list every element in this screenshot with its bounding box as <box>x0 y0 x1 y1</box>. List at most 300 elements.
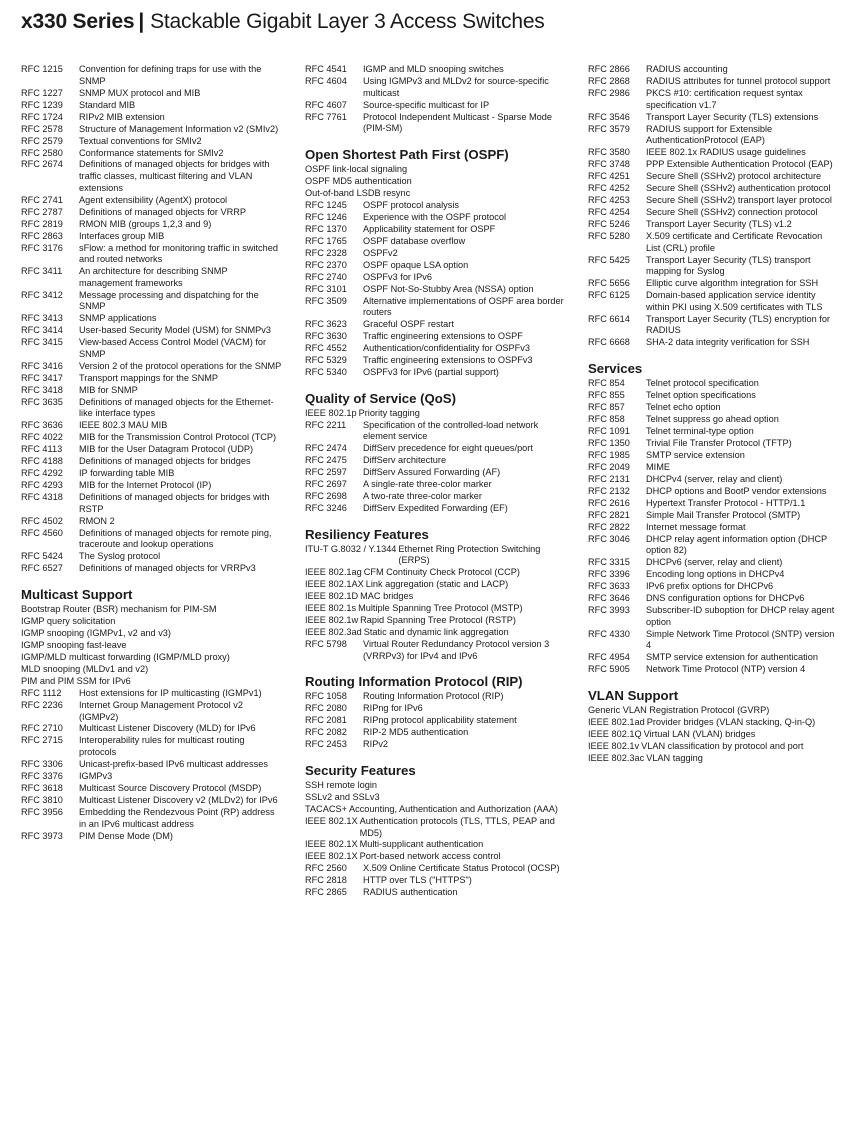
standard-code: RFC 3101 <box>305 283 347 294</box>
standard-entry <box>21 771 283 783</box>
standard-entry <box>588 462 836 474</box>
standard-description: Multicast Source Discovery Protocol (MSDP) <box>79 783 262 794</box>
standard-description: X.509 certificate and Certificate Revocation List (CRL) profile <box>646 231 823 253</box>
standard-description: Telnet protocol specification <box>646 377 759 388</box>
standard-entry <box>588 569 836 581</box>
standard-code: RFC 2710 <box>21 723 63 734</box>
standard-description: RIPv2 MIB extension <box>79 111 165 122</box>
standard-code: RFC 1091 <box>588 425 630 436</box>
standard-code: RFC 3416 <box>21 360 63 371</box>
standard-entry <box>21 148 283 160</box>
section-heading-services: Services <box>588 360 643 376</box>
standard-entry <box>588 124 836 147</box>
standard-entry <box>588 581 836 593</box>
standard-code: RFC 4541 <box>305 64 347 74</box>
feature-item: Bootstrap Router (BSR) mechanism for PIM-SM <box>21 604 217 615</box>
standard-entry <box>21 528 283 551</box>
standard-description: Virtual LAN (VLAN) bridges <box>643 728 756 739</box>
standard-code: RFC 1112 <box>21 687 62 698</box>
standard-code: RFC 3633 <box>588 581 630 592</box>
standard-entry <box>305 863 567 875</box>
standard-entry <box>21 290 283 313</box>
standard-description: RIPng for IPv6 <box>363 703 423 714</box>
standard-code: RFC 5329 <box>305 355 347 366</box>
standard-description: A two-rate three-color marker <box>363 491 482 502</box>
standard-description: RMON 2 <box>79 515 115 526</box>
standard-entry <box>305 603 567 615</box>
standard-code: IEEE 802.1AX <box>305 579 364 590</box>
standard-entry <box>588 510 836 522</box>
standard-description: sFlow: a method for monitoring traffic in switched and routed networks <box>79 242 278 265</box>
standard-entry <box>21 480 283 492</box>
feature-item: OSPF MD5 authentication <box>305 175 412 186</box>
column-3 <box>588 64 836 765</box>
standard-code: RFC 2080 <box>305 703 347 714</box>
standard-description: Authentication/confidentiality for OSPFv3 <box>363 343 530 354</box>
standard-code: RFC 2560 <box>305 863 347 874</box>
standard-entry <box>21 325 283 337</box>
standard-description: Applicability statement for OSPF <box>363 223 496 234</box>
standard-entry <box>305 887 567 899</box>
standard-entry <box>305 408 567 420</box>
standard-code: RFC 2674 <box>21 159 63 170</box>
standard-code: RFC 2698 <box>305 491 347 502</box>
feature-item: MLD snooping (MLDv1 and v2) <box>21 663 149 674</box>
standard-entry <box>305 591 567 603</box>
standard-code: RFC 3546 <box>588 111 630 122</box>
standard-description: IP forwarding table MIB <box>79 468 175 479</box>
standard-code: RFC 4607 <box>305 99 347 110</box>
standard-description: RADIUS authentication <box>363 887 458 898</box>
standard-description: Transport Layer Security (TLS) v1.2 <box>646 219 792 230</box>
standard-description: Subscriber-ID suboption for DHCP relay agent option <box>646 605 835 627</box>
standard-entry <box>588 314 836 337</box>
standard-entry <box>21 231 283 243</box>
standard-entry <box>305 875 567 887</box>
standard-entry <box>21 64 283 87</box>
standard-code: RFC 4330 <box>588 628 630 639</box>
feature-item: SSLv2 and SSLv3 <box>305 791 380 802</box>
standard-entry <box>305 491 567 503</box>
standard-code: IEEE 802.1v <box>588 740 640 751</box>
standard-code: RFC 2866 <box>588 64 630 74</box>
standard-description: OSPFv3 for IPv6 (partial support) <box>363 367 499 378</box>
standard-description: Structure of Management Information v2 (SMIv2) <box>79 123 279 134</box>
standard-entry <box>588 414 836 426</box>
standard-entry <box>305 200 567 212</box>
standard-code: RFC 2580 <box>21 147 63 158</box>
standard-entry <box>305 100 567 112</box>
standard-code: RFC 6668 <box>588 337 630 348</box>
standard-description: SMTP service extension <box>646 449 745 460</box>
standard-description: Transport mappings for the SNMP <box>79 372 219 383</box>
standard-entry <box>588 64 836 76</box>
standard-code: RFC 3956 <box>21 806 63 817</box>
standard-entry <box>21 688 283 700</box>
standard-description: Textual conventions for SMIv2 <box>79 135 202 146</box>
standard-entry <box>305 544 567 567</box>
standard-entry <box>21 456 283 468</box>
standard-code: RFC 5340 <box>305 367 347 378</box>
standard-description: Graceful OSPF restart <box>363 319 454 330</box>
standard-description: Secure Shell (SSHv2) transport layer protocol <box>646 195 832 206</box>
standard-code: RFC 2741 <box>21 194 63 205</box>
standard-code: RFC 4254 <box>588 207 630 218</box>
standard-entry <box>588 426 836 438</box>
standard-code: IEEE 802.1X <box>305 851 358 862</box>
standard-entry <box>21 420 283 432</box>
standard-description: Internet Group Management Protocol v2 (IGMPv2) <box>79 699 243 722</box>
standard-description: Definitions of managed objects for bridges with traffic classes, multicast filtering and VLAN extensions <box>79 159 270 193</box>
standard-description: Hypertext Transfer Protocol - HTTP/1.1 <box>646 497 806 508</box>
standard-code: IEEE 802.1Q <box>588 728 642 739</box>
standard-description: PIM Dense Mode (DM) <box>79 830 173 841</box>
standard-entry <box>21 361 283 373</box>
standard-code: RFC 2579 <box>21 135 63 146</box>
standard-code: RFC 3748 <box>588 159 630 170</box>
standard-entry <box>21 159 283 194</box>
standard-code: IEEE 802.3ac <box>588 752 645 763</box>
standard-code: RFC 4253 <box>588 195 630 206</box>
standard-code: RFC 3046 <box>588 533 630 544</box>
standard-entry <box>305 224 567 236</box>
standard-entry <box>588 88 836 111</box>
standard-entry <box>305 639 567 662</box>
standard-code: RFC 5798 <box>305 639 347 650</box>
standard-description: RIPv2 <box>363 739 389 750</box>
standard-description: Rapid Spanning Tree Protocol (RSTP) <box>360 615 516 626</box>
standard-code: RFC 857 <box>588 401 625 412</box>
standard-code: RFC 1370 <box>305 223 347 234</box>
page-title <box>21 10 545 34</box>
standard-entry <box>305 739 567 751</box>
standard-entry <box>588 557 836 569</box>
standard-entry <box>21 385 283 397</box>
standard-description: Interoperability rules for multicast routing protocols <box>79 735 245 758</box>
standard-entry <box>305 455 567 467</box>
standard-code: IEEE 802.1X <box>305 839 358 850</box>
standard-code: RFC 4251 <box>588 171 630 182</box>
standard-code: IEEE 802.1p <box>305 407 357 418</box>
standard-code: RFC 3646 <box>588 593 630 604</box>
standard-description: Transport Layer Security (TLS) extensions <box>646 111 819 122</box>
standard-description: OSPF opaque LSA option <box>363 259 469 270</box>
standard-code: RFC 2818 <box>305 875 347 886</box>
standard-description: OSPFv3 for IPv6 <box>363 271 432 282</box>
feature-item: SSH remote login <box>305 779 378 790</box>
standard-entry <box>588 147 836 159</box>
standard-description: Definitions of managed objects for the Ethernet-like interface types <box>79 396 274 419</box>
standard-entry <box>305 212 567 224</box>
section-heading-multicast-support: Multicast Support <box>21 587 133 603</box>
standard-entry <box>305 479 567 491</box>
standard-code: RFC 2715 <box>21 735 63 746</box>
standard-entry <box>588 390 836 402</box>
standard-entry <box>305 248 567 260</box>
standard-description: Convention for defining traps for use with the SNMP <box>79 64 262 86</box>
standard-description: Definitions of managed objects for VRRP <box>79 206 246 217</box>
standard-description: VLAN tagging <box>646 752 703 763</box>
standard-description: IGMPv3 <box>79 771 113 782</box>
standard-code: RFC 3630 <box>305 331 347 342</box>
standard-entry <box>21 783 283 795</box>
standard-code: IEEE 802.1ad <box>588 716 645 727</box>
standard-code: IEEE 802.1s <box>305 603 357 614</box>
standard-entry <box>21 337 283 360</box>
standard-description: MIB for the Transmission Control Protocol (TCP) <box>79 432 277 443</box>
standard-entry <box>588 159 836 171</box>
standard-entry <box>305 503 567 515</box>
standard-entry <box>21 795 283 807</box>
standard-description: Secure Shell (SSHv2) connection protocol <box>646 207 818 218</box>
standard-entry <box>305 615 567 627</box>
standard-code: RFC 2597 <box>305 467 347 478</box>
standard-description: Multicast Listener Discovery (MLD) for IPv6 <box>79 723 256 734</box>
standard-entry <box>21 397 283 420</box>
standard-entry <box>21 759 283 771</box>
standard-entry <box>305 467 567 479</box>
standard-code: IEEE 802.3ad <box>305 627 362 638</box>
standard-entry <box>588 664 836 676</box>
standard-code: RFC 4502 <box>21 515 63 526</box>
standard-code: RFC 3623 <box>305 319 347 330</box>
standard-entry <box>588 402 836 414</box>
standard-code: RFC 3396 <box>588 569 630 580</box>
standard-code: RFC 4188 <box>21 456 63 467</box>
standard-code: RFC 3411 <box>21 266 63 277</box>
standard-code: RFC 1246 <box>305 211 347 222</box>
standard-code: RFC 4552 <box>305 343 347 354</box>
standard-code: RFC 4022 <box>21 432 63 443</box>
standard-entry <box>588 652 836 664</box>
standard-entry <box>305 627 567 639</box>
standard-code: RFC 3315 <box>588 557 630 568</box>
standard-code: RFC 2578 <box>21 123 63 134</box>
feature-item: OSPF link-local signaling <box>305 163 408 174</box>
section-heading-security-features: Security Features <box>305 762 416 778</box>
standard-code: RFC 5656 <box>588 278 630 289</box>
standard-code: RFC 2863 <box>21 230 63 241</box>
standard-code: RFC 5246 <box>588 219 630 230</box>
standard-entry <box>588 593 836 605</box>
standard-entry <box>21 373 283 385</box>
standard-entry <box>588 195 836 207</box>
standard-entry <box>21 492 283 515</box>
standard-entry <box>588 629 836 652</box>
standard-entry <box>21 444 283 456</box>
standard-entry <box>588 231 836 254</box>
standard-description: Standard MIB <box>79 99 136 110</box>
standard-entry <box>305 272 567 284</box>
standard-entry <box>588 717 836 729</box>
standard-entry <box>21 700 283 723</box>
title-separator: | <box>138 10 145 33</box>
standard-description: DiffServ Assured Forwarding (AF) <box>363 467 501 478</box>
standard-entry <box>21 266 283 289</box>
standard-code: RFC 3580 <box>588 147 630 158</box>
standard-description: Protocol Independent Multicast - Sparse Mode (PIM-SM) <box>363 111 552 134</box>
standard-description: Simple Mail Transfer Protocol (SMTP) <box>646 509 801 520</box>
standard-entry <box>588 534 836 557</box>
standard-description: Definitions of managed objects for bridges with RSTP <box>79 492 270 514</box>
feature-item: IGMP snooping fast-leave <box>21 639 127 650</box>
standard-entry <box>588 741 836 753</box>
standard-description: Host extensions for IP multicasting (IGMPv1) <box>79 687 262 698</box>
standard-code: RFC 4318 <box>21 492 63 503</box>
standard-description: Definitions of managed objects for VRRPv3 <box>79 563 256 574</box>
standard-description: Embedding the Rendezvous Point (RP) address in an IPv6 multicast address <box>79 806 275 829</box>
feature-item: TACACS+ Accounting, Authentication and Authorization (AAA) <box>305 803 558 814</box>
standard-code: RFC 3413 <box>21 313 63 324</box>
standard-code: RFC 3635 <box>21 396 63 407</box>
standard-entry <box>305 567 567 579</box>
standard-entry <box>305 579 567 591</box>
standard-code: RFC 3412 <box>21 289 63 300</box>
standard-entry <box>588 290 836 313</box>
standard-code: RFC 1765 <box>305 235 347 246</box>
feature-item: IGMP query solicitation <box>21 616 116 627</box>
standard-description: Alternative implementations of OSPF area border routers <box>363 295 564 318</box>
standard-description: Network Time Protocol (NTP) version 4 <box>646 664 806 675</box>
standard-description: Unicast-prefix-based IPv6 multicast addresses <box>79 759 268 770</box>
standard-description: DiffServ architecture <box>363 455 447 466</box>
standard-entry <box>21 807 283 830</box>
standard-entry <box>305 727 567 739</box>
standard-description: MIB for SNMP <box>79 384 138 395</box>
standard-description: Traffic engineering extensions to OSPF <box>363 331 523 342</box>
standard-code: ITU-T G.8032 / Y.1344 <box>305 543 397 554</box>
standard-entry <box>305 691 567 703</box>
standard-description: Elliptic curve algorithm integration for SSH <box>646 278 819 289</box>
section-heading-routing-information-protocol-rip: Routing Information Protocol (RIP) <box>305 674 523 690</box>
standard-code: RFC 854 <box>588 377 625 388</box>
section-heading-quality-of-service-qos: Quality of Service (QoS) <box>305 390 456 406</box>
standard-description: Domain-based application service identity within PKI using X.509 certificates with TLS <box>646 290 823 312</box>
standard-code: RFC 2697 <box>305 479 347 490</box>
standard-code: RFC 2453 <box>305 739 347 750</box>
standard-description: VLAN classification by protocol and port <box>641 740 804 751</box>
standard-code: RFC 4560 <box>21 527 63 538</box>
standard-description: DHCP options and BootP vendor extensions <box>646 485 827 496</box>
standard-entry <box>305 420 567 443</box>
standard-description: Telnet option specifications <box>646 389 756 400</box>
feature-item: Out-of-band LSDB resync <box>305 187 411 198</box>
standard-description: DiffServ Expedited Forwarding (EF) <box>363 503 508 514</box>
standard-code: RFC 2475 <box>305 455 347 466</box>
standard-description: User-based Security Model (USM) for SNMPv3 <box>79 325 271 336</box>
standard-description: Traffic engineering extensions to OSPFv3 <box>363 355 533 366</box>
standard-entry <box>305 260 567 272</box>
standard-code: RFC 2821 <box>588 509 630 520</box>
standard-description: Transport Layer Security (TLS) encryption for RADIUS <box>646 313 830 336</box>
standard-description: OSPF database overflow <box>363 235 466 246</box>
standard-description: Telnet terminal-type option <box>646 425 754 436</box>
standard-code: RFC 1058 <box>305 691 347 702</box>
standard-description: IEEE 802.1x RADIUS usage guidelines <box>646 147 806 158</box>
standard-entry <box>21 516 283 528</box>
standard-description: Provider bridges (VLAN stacking, Q-in-Q) <box>646 716 816 727</box>
standard-code: RFC 2081 <box>305 715 347 726</box>
standard-description: Telnet suppress go ahead option <box>646 413 779 424</box>
standard-entry <box>588 207 836 219</box>
standard-description: Specification of the controlled-load network element service <box>363 419 539 442</box>
standard-code: RFC 5424 <box>21 551 63 562</box>
standard-entry <box>21 723 283 735</box>
standard-entry <box>305 76 567 99</box>
standard-description: Multicast Listener Discovery v2 (MLDv2) for IPv6 <box>79 795 278 805</box>
feature-item: PIM and PIM SSM for IPv6 <box>21 675 131 686</box>
standard-code: RFC 3579 <box>588 123 630 134</box>
standard-description: MIB for the User Datagram Protocol (UDP) <box>79 444 254 455</box>
standard-description: Routing Information Protocol (RIP) <box>363 691 504 702</box>
standard-entry <box>305 443 567 455</box>
standard-entry <box>21 136 283 148</box>
standard-entry <box>21 551 283 563</box>
standard-code: RFC 1227 <box>21 87 63 98</box>
standard-description: RMON MIB (groups 1,2,3 and 9) <box>79 218 212 229</box>
standard-entry <box>21 112 283 124</box>
standard-description: Agent extensibility (AgentX) protocol <box>79 194 228 205</box>
standard-entry <box>305 331 567 343</box>
standard-code: RFC 2474 <box>305 443 347 454</box>
standard-entry <box>588 605 836 628</box>
standard-entry <box>305 367 567 379</box>
standard-entry <box>21 207 283 219</box>
standard-description: IEEE 802.3 MAU MIB <box>79 420 168 431</box>
standard-description: A single-rate three-color marker <box>363 479 492 490</box>
standard-entry <box>21 195 283 207</box>
standard-entry <box>588 474 836 486</box>
standard-entry <box>305 64 567 76</box>
standard-code: IEEE 802.1D <box>305 591 359 602</box>
standard-code: RFC 6125 <box>588 290 630 301</box>
standard-entry <box>588 219 836 231</box>
standard-entry <box>588 76 836 88</box>
standard-description: Message processing and dispatching for the SNMP <box>79 289 259 312</box>
standard-code: RFC 3418 <box>21 384 63 395</box>
standard-description: Definitions of managed objects for remote ping, traceroute and lookup operations <box>79 527 272 550</box>
standard-code: RFC 3306 <box>21 759 63 770</box>
standard-description: View-based Access Control Model (VACM) for SNMP <box>79 337 267 359</box>
standard-code: RFC 4293 <box>21 480 63 491</box>
standard-entry <box>305 355 567 367</box>
standard-description: Internet message format <box>646 521 746 532</box>
feature-item: IGMP snooping (IGMPv1, v2 and v3) <box>21 628 171 638</box>
standard-description: DiffServ precedence for eight queues/port <box>363 443 533 454</box>
standard-code: RFC 3176 <box>21 242 63 253</box>
standard-entry <box>588 278 836 290</box>
standard-description: Transport Layer Security (TLS) transport mapping for Syslog <box>646 254 811 277</box>
standard-description: Static and dynamic link aggregation <box>363 627 509 638</box>
standard-code: RFC 1724 <box>21 111 63 122</box>
standard-description: OSPFv2 <box>363 247 398 258</box>
standard-entry <box>21 313 283 325</box>
standard-entry <box>21 219 283 231</box>
standard-entry <box>305 703 567 715</box>
standard-code: RFC 2370 <box>305 259 347 270</box>
column-2 <box>305 64 567 899</box>
standard-entry <box>305 839 567 851</box>
standard-entry <box>305 851 567 863</box>
standard-description: Encoding long options in DHCPv4 <box>646 569 785 580</box>
standard-entry <box>21 831 283 843</box>
standard-code: RFC 3414 <box>21 325 63 336</box>
standard-description: RADIUS accounting <box>646 64 728 74</box>
standard-code: RFC 4604 <box>305 75 347 86</box>
standard-description: SNMP applications <box>79 313 157 324</box>
standard-description: Port-based network access control <box>359 851 501 862</box>
standard-code: RFC 2787 <box>21 206 63 217</box>
